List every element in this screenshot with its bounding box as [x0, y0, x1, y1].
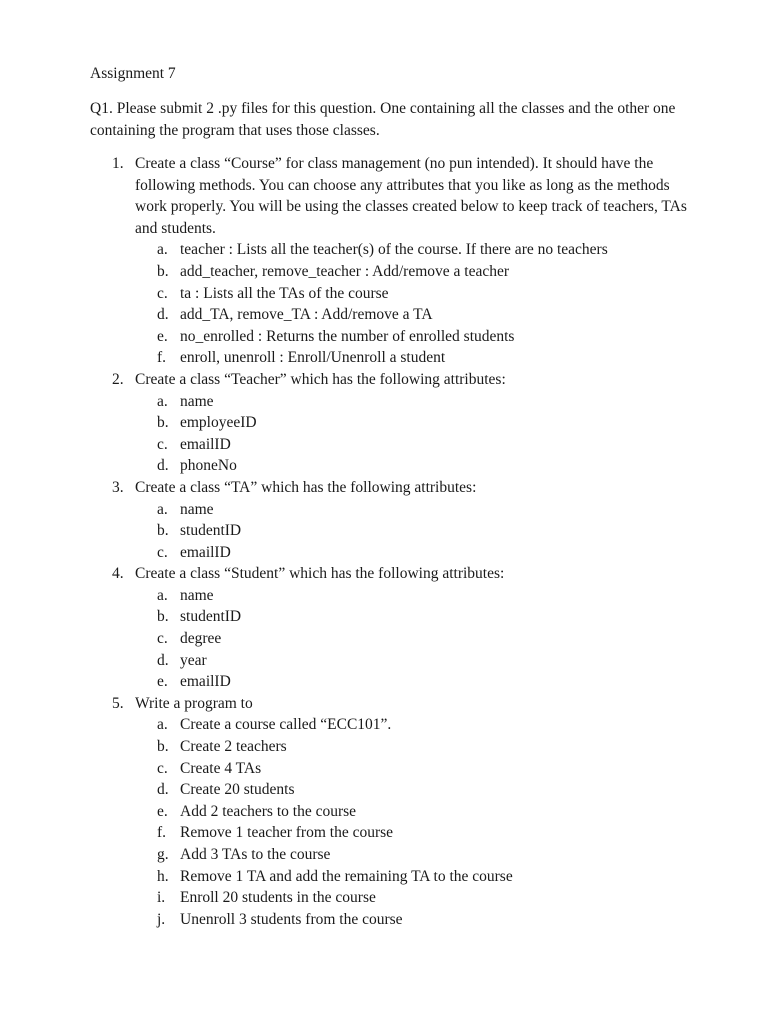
subtask-item: [135, 304, 690, 326]
task-number: 2.: [112, 370, 124, 388]
subtask-letter: c.: [157, 284, 168, 302]
subtask-text: Unenroll 3 students from the course: [180, 910, 403, 928]
task-item: [90, 477, 690, 563]
subtask-letter: b.: [157, 262, 169, 280]
subtask-item: [135, 779, 690, 801]
subtask-item: [135, 326, 690, 348]
task-item: [90, 369, 690, 477]
task-text: Create a class “Course” for class management (no pun intended). It should have the following methods. You can choose any attributes that you like as long as the methods work properly. You will be using the classes created below to keep track of teachers, TAs and students.: [135, 155, 687, 237]
subtask-list: [135, 585, 690, 693]
subtask-text: degree: [180, 630, 222, 648]
task-number: 3.: [112, 478, 124, 496]
subtask-letter: c.: [157, 435, 168, 453]
subtask-item: [135, 542, 690, 564]
subtask-text: Create a course called “ECC101”.: [180, 716, 392, 734]
subtask-text: Create 4 TAs: [180, 759, 262, 777]
assignment-title: Assignment 7: [90, 65, 176, 82]
subtask-letter: c.: [157, 630, 168, 648]
subtask-item: [135, 866, 690, 888]
subtask-text: phoneNo: [180, 457, 237, 475]
subtask-text: emailID: [180, 435, 231, 453]
subtask-list: [135, 391, 690, 477]
task-item: [90, 693, 690, 931]
task-item: [90, 153, 690, 369]
subtask-item: [135, 347, 690, 369]
subtask-letter: a.: [157, 586, 168, 604]
task-list: [90, 153, 690, 930]
subtask-text: Enroll 20 students in the course: [180, 889, 376, 907]
subtask-letter: e.: [157, 327, 168, 345]
subtask-letter: d.: [157, 457, 169, 475]
subtask-item: [135, 520, 690, 542]
subtask-item: [135, 714, 690, 736]
subtask-letter: f.: [157, 349, 167, 367]
subtask-item: [135, 671, 690, 693]
subtask-letter: a.: [157, 500, 168, 518]
subtask-letter: d.: [157, 651, 169, 669]
task-text: Create a class “TA” which has the following attributes:: [135, 478, 477, 496]
subtask-letter: d.: [157, 306, 169, 324]
subtask-text: add_teacher, remove_teacher : Add/remove a teacher: [180, 262, 510, 280]
task-text: Write a program to: [135, 694, 253, 712]
subtask-text: name: [180, 586, 214, 604]
subtask-item: [135, 261, 690, 283]
subtask-letter: a.: [157, 716, 168, 734]
subtask-list: [135, 239, 690, 369]
subtask-letter: h.: [157, 867, 169, 885]
subtask-text: name: [180, 500, 214, 518]
subtask-letter: d.: [157, 781, 169, 799]
task-text: Create a class “Teacher” which has the following attributes:: [135, 370, 506, 388]
subtask-item: [135, 391, 690, 413]
subtask-text: emailID: [180, 543, 231, 561]
subtask-letter: f.: [157, 824, 167, 842]
subtask-item: [135, 801, 690, 823]
subtask-text: Add 2 teachers to the course: [180, 802, 357, 820]
subtask-letter: i.: [157, 889, 166, 907]
subtask-text: Remove 1 teacher from the course: [180, 824, 394, 842]
subtask-item: [135, 499, 690, 521]
subtask-letter: e.: [157, 673, 168, 691]
subtask-letter: b.: [157, 414, 169, 432]
subtask-text: add_TA, remove_TA : Add/remove a TA: [180, 306, 433, 324]
subtask-list: [135, 714, 690, 930]
task-number: 5.: [112, 694, 124, 712]
subtask-item: [135, 887, 690, 909]
subtask-item: [135, 844, 690, 866]
subtask-item: [135, 909, 690, 931]
subtask-item: [135, 283, 690, 305]
subtask-item: [135, 736, 690, 758]
subtask-text: studentID: [180, 522, 242, 540]
subtask-letter: a.: [157, 241, 168, 259]
subtask-text: teacher : Lists all the teacher(s) of the course. If there are no teachers: [180, 241, 608, 259]
task-number: 4.: [112, 565, 124, 583]
subtask-text: Create 20 students: [180, 781, 295, 799]
task-item: [90, 563, 690, 693]
subtask-item: [135, 628, 690, 650]
subtask-text: studentID: [180, 608, 242, 626]
subtask-text: ta : Lists all the TAs of the course: [180, 284, 389, 302]
subtask-letter: c.: [157, 543, 168, 561]
subtask-item: [135, 822, 690, 844]
subtask-item: [135, 585, 690, 607]
question-intro: Q1. Please submit 2 .py files for this question. One containing all the classes and the other one containing the program that uses those classes.: [90, 100, 676, 139]
subtask-text: emailID: [180, 673, 231, 691]
subtask-letter: e.: [157, 802, 168, 820]
subtask-text: Create 2 teachers: [180, 738, 287, 756]
subtask-letter: c.: [157, 759, 168, 777]
subtask-text: Add 3 TAs to the course: [180, 846, 331, 863]
document-page: [90, 63, 690, 946]
subtask-letter: g.: [157, 846, 169, 863]
subtask-letter: b.: [157, 738, 169, 756]
subtask-letter: b.: [157, 522, 169, 540]
subtask-list: [135, 499, 690, 564]
task-number: 1.: [112, 155, 124, 172]
subtask-text: year: [180, 651, 207, 669]
subtask-letter: j.: [157, 910, 166, 928]
subtask-letter: a.: [157, 392, 168, 410]
subtask-text: no_enrolled : Returns the number of enrolled students: [180, 327, 515, 345]
subtask-text: enroll, unenroll : Enroll/Unenroll a student: [180, 349, 446, 367]
subtask-item: [135, 239, 690, 261]
subtask-letter: b.: [157, 608, 169, 626]
subtask-item: [135, 606, 690, 628]
subtask-item: [135, 434, 690, 456]
subtask-item: [135, 758, 690, 780]
subtask-text: Remove 1 TA and add the remaining TA to the course: [180, 867, 513, 885]
subtask-text: name: [180, 392, 214, 410]
subtask-text: employeeID: [180, 414, 257, 432]
task-text: Create a class “Student” which has the following attributes:: [135, 565, 505, 583]
subtask-item: [135, 650, 690, 672]
subtask-item: [135, 412, 690, 434]
subtask-item: [135, 455, 690, 477]
